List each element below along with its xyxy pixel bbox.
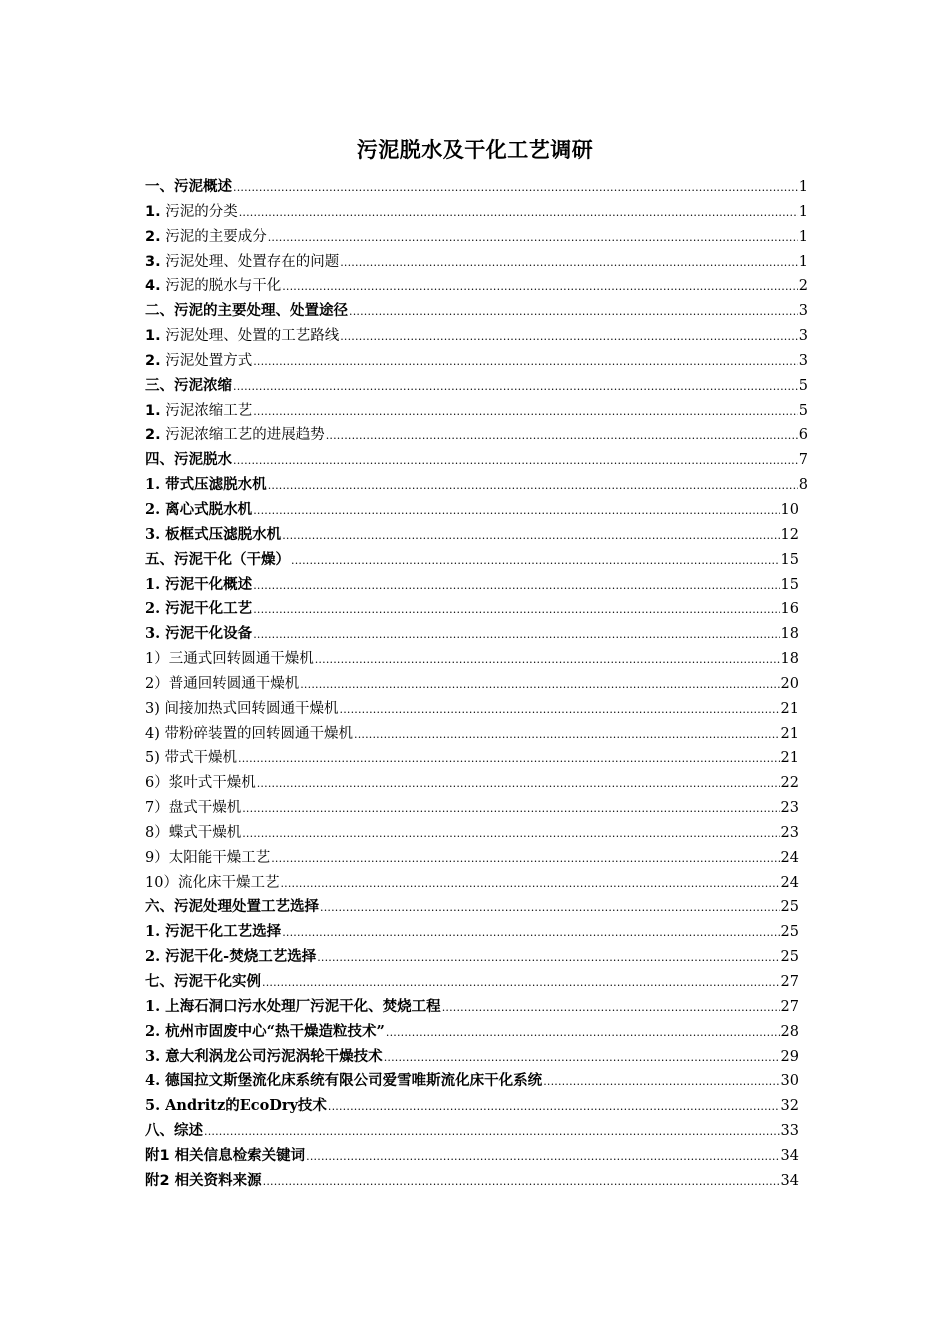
toc-page-number: 18: [780, 651, 799, 668]
toc-page-number: 1: [798, 253, 808, 270]
toc-page-number: 1: [798, 179, 808, 195]
toc-entry-text: 六、污泥处理处置工艺选择: [145, 898, 319, 916]
toc-entry[interactable]: [145, 746, 808, 771]
toc-dot-leader: [253, 399, 798, 425]
toc-page-number: 5: [798, 402, 808, 419]
toc-dot-leader: [306, 1144, 779, 1170]
toc-dot-leader: [271, 846, 779, 872]
toc-page-number: 34: [780, 1172, 799, 1189]
toc-dot-leader: [543, 1069, 779, 1095]
toc-entry-text: 带粉碎装置的回转圆通干燥机: [159, 725, 353, 742]
toc-entry[interactable]: [145, 846, 808, 871]
toc-page-number: 24: [780, 874, 799, 891]
toc-entry-text: 2. 污泥干化-焚烧工艺选择: [145, 948, 317, 966]
toc-entry[interactable]: [145, 821, 808, 846]
toc-entry-text: 2. 污泥干化工艺: [145, 600, 253, 618]
toc-page-number: 25: [780, 899, 799, 916]
toc-entry-number: 附1: [145, 1147, 170, 1164]
toc-entry-text: 污泥的脱水与干化: [160, 278, 282, 295]
toc-entry-text: 10）流化床干燥工艺: [145, 874, 280, 891]
toc-entry-label: [145, 274, 281, 299]
toc-dot-leader: [262, 970, 780, 996]
toc-dot-leader: [239, 200, 798, 226]
toc-entry-text: 八、综述: [145, 1122, 203, 1140]
toc-dot-leader: [328, 1094, 780, 1120]
toc-page-number: 25: [780, 949, 799, 966]
toc-entry[interactable]: [145, 448, 808, 473]
toc-entry-text: 污泥处置方式: [160, 352, 253, 369]
toc-entry-text: 一、污泥概述: [145, 178, 232, 195]
toc-entry-number: 1.: [145, 328, 161, 345]
table-of-contents: [145, 175, 808, 1194]
toc-entry-text: 3. 意大利涡龙公司污泥涡轮干燥技术: [145, 1047, 383, 1065]
toc-entry-text: 1. 带式压滤脱水机: [145, 476, 267, 494]
toc-entry-label: [145, 746, 237, 771]
toc-entry[interactable]: [145, 1020, 808, 1045]
toc-entry-text: 1. 污泥干化工艺选择: [145, 923, 282, 941]
toc-dot-leader: [253, 349, 798, 375]
toc-entry-label: [145, 1119, 203, 1144]
toc-page-number: 23: [780, 800, 799, 817]
toc-entry-text: 三、污泥浓缩: [145, 376, 232, 394]
toc-page-number: 15: [780, 551, 799, 568]
toc-page-number: 25: [780, 924, 799, 941]
toc-page-number: 12: [780, 526, 799, 543]
toc-entry-label: [145, 672, 299, 697]
toc-dot-leader: [282, 274, 798, 300]
toc-dot-leader: [354, 722, 780, 748]
toc-page-number: 1: [798, 203, 808, 220]
toc-entry-label: [145, 647, 314, 672]
toc-dot-leader: [386, 1020, 780, 1046]
toc-entry[interactable]: [145, 970, 808, 995]
toc-page-number: 27: [780, 998, 799, 1015]
toc-page-number: 20: [780, 675, 799, 692]
toc-entry-number: 2.: [145, 427, 161, 444]
toc-dot-leader: [280, 871, 779, 897]
toc-entry-text: 2）普通回转圆通干燥机: [145, 675, 300, 692]
toc-entry[interactable]: [145, 995, 808, 1020]
toc-entry-text: 污泥的分类: [160, 203, 238, 220]
toc-entry-text: 1）三通式回转圆通干燥机: [145, 651, 314, 668]
toc-entry[interactable]: [145, 523, 808, 548]
toc-entry-label: [145, 821, 241, 846]
toc-entry[interactable]: [145, 274, 808, 299]
toc-page-number: 29: [780, 1048, 799, 1065]
toc-entry-label: [145, 448, 232, 473]
toc-entry[interactable]: [145, 250, 808, 275]
toc-entry[interactable]: [145, 945, 808, 970]
toc-entry[interactable]: [145, 647, 808, 672]
toc-dot-leader: [204, 1119, 780, 1145]
toc-entry[interactable]: [145, 1069, 808, 1094]
toc-dot-leader: [253, 622, 779, 648]
toc-page-number: 10: [780, 501, 799, 518]
toc-entry[interactable]: [145, 299, 808, 324]
toc-entry-text: 3. 板框式压滤脱水机: [145, 525, 282, 543]
toc-entry[interactable]: [145, 225, 808, 250]
toc-entry-text: 污泥的主要成分: [160, 228, 267, 245]
toc-entry-label: [145, 374, 232, 399]
toc-dot-leader: [233, 374, 798, 400]
toc-dot-leader: [233, 175, 798, 201]
toc-dot-leader: [242, 821, 779, 847]
toc-entry-number: 3.: [145, 253, 161, 270]
toc-dot-leader: [253, 573, 779, 599]
toc-page-number: 27: [780, 974, 799, 990]
toc-dot-leader: [238, 746, 780, 772]
toc-entry[interactable]: [145, 1169, 808, 1194]
toc-dot-leader: [442, 995, 780, 1021]
toc-page-number: 16: [780, 601, 799, 618]
toc-entry-label: [145, 970, 261, 995]
toc-entry[interactable]: [145, 175, 808, 200]
toc-entry-label: [145, 399, 252, 424]
toc-entry[interactable]: [145, 920, 808, 945]
toc-entry-text: 6）浆叶式干燥机: [145, 775, 256, 792]
toc-entry[interactable]: [145, 1119, 808, 1144]
toc-entry-label: [145, 995, 441, 1020]
toc-entry-text: 五、污泥干化（干燥）: [145, 550, 290, 568]
toc-entry[interactable]: [145, 597, 808, 622]
toc-entry-label: [145, 423, 325, 448]
toc-dot-leader: [268, 473, 798, 499]
toc-entry-number: 1.: [145, 203, 161, 220]
toc-entry-number: 附2: [145, 1172, 170, 1189]
toc-entry-label: [145, 871, 279, 896]
toc-entry-text: 七、污泥干化实例: [145, 973, 261, 990]
toc-entry[interactable]: [145, 622, 808, 647]
toc-page-number: 2: [798, 278, 808, 295]
toc-page-number: 33: [780, 1123, 799, 1140]
toc-entry-text: 5. Andritz的EcoDry技术: [145, 1097, 327, 1115]
toc-dot-leader: [233, 448, 798, 474]
toc-entry-text: 4. 德国拉文斯堡流化床系统有限公司爱雪唯斯流化床干化系统: [145, 1072, 543, 1090]
toc-page-number: 5: [798, 377, 808, 394]
toc-dot-leader: [384, 1045, 780, 1071]
toc-dot-leader: [282, 920, 779, 946]
toc-entry-label: [145, 1169, 262, 1194]
toc-entry[interactable]: [145, 796, 808, 821]
toc-entry[interactable]: [145, 895, 808, 920]
document-title: 污泥脱水及干化工艺调研: [356, 137, 594, 162]
toc-entry-text: 相关资料来源: [169, 1171, 262, 1189]
toc-entry-number: 2.: [145, 228, 161, 245]
toc-entry-text: 间接加热式回转圆通干燥机: [159, 700, 339, 717]
toc-page-number: 7: [798, 452, 808, 469]
toc-entry[interactable]: [145, 672, 808, 697]
toc-page-number: 32: [780, 1098, 799, 1115]
toc-entry-text: 2. 杭州市固废中心“热干燥造粒技术”: [145, 1022, 385, 1040]
toc-entry-text: 3. 污泥干化设备: [145, 625, 253, 643]
toc-dot-leader: [253, 597, 779, 623]
toc-entry-text: 污泥浓缩工艺的进展趋势: [160, 427, 325, 444]
toc-page-number: 3: [798, 303, 808, 320]
toc-entry-label: [145, 225, 267, 250]
toc-dot-leader: [253, 498, 779, 524]
toc-dot-leader: [268, 225, 798, 251]
toc-entry-label: [145, 200, 238, 225]
toc-entry-text: 7）盘式干燥机: [145, 800, 242, 817]
toc-entry[interactable]: [145, 771, 808, 796]
toc-entry[interactable]: [145, 548, 808, 573]
toc-entry-text: 污泥浓缩工艺: [160, 402, 253, 419]
toc-entry-label: [145, 920, 281, 945]
toc-entry-label: [145, 697, 339, 722]
toc-entry-label: [145, 250, 339, 275]
toc-page-number: 21: [780, 750, 799, 767]
toc-entry-number: 5): [145, 750, 160, 767]
toc-page-number: 22: [780, 775, 799, 792]
toc-entry-label: [145, 1020, 385, 1045]
toc-entry-label: [145, 573, 252, 598]
toc-dot-leader: [291, 548, 780, 574]
toc-page-number: 21: [780, 700, 799, 717]
toc-entry[interactable]: [145, 498, 808, 523]
toc-entry[interactable]: [145, 473, 808, 498]
toc-dot-leader: [320, 895, 780, 921]
toc-entry[interactable]: [145, 1094, 808, 1119]
toc-dot-leader: [257, 771, 780, 797]
toc-entry[interactable]: [145, 1045, 808, 1070]
toc-entry-label: [145, 349, 252, 374]
toc-dot-leader: [282, 523, 779, 549]
toc-entry-text: 9）太阳能干燥工艺: [145, 849, 271, 866]
toc-entry[interactable]: [145, 200, 808, 225]
toc-entry-label: [145, 895, 319, 920]
toc-entry-number: 2.: [145, 352, 161, 369]
toc-entry-text: 1. 污泥干化概述: [145, 575, 253, 593]
toc-entry-label: [145, 597, 252, 622]
toc-entry-text: 污泥处理、处置的工艺路线: [160, 328, 340, 345]
toc-entry-text: 8）蝶式干燥机: [145, 824, 242, 841]
toc-entry-number: 3): [145, 700, 160, 717]
toc-entry-label: [145, 1069, 542, 1094]
toc-entry[interactable]: [145, 324, 808, 349]
toc-entry-text: 相关信息检索关键词: [169, 1146, 306, 1164]
toc-page-number: 3: [798, 352, 808, 369]
toc-entry-label: [145, 945, 316, 970]
toc-dot-leader: [340, 250, 798, 276]
toc-entry-label: [145, 175, 232, 200]
toc-page-number: 18: [780, 626, 799, 643]
toc-entry-label: [145, 722, 353, 747]
toc-dot-leader: [300, 672, 779, 698]
toc-entry[interactable]: [145, 1144, 808, 1169]
toc-page-number: 34: [780, 1147, 799, 1164]
toc-dot-leader: [340, 697, 780, 723]
toc-entry-label: [145, 1094, 327, 1119]
toc-page-number: 24: [780, 849, 799, 866]
toc-entry-label: [145, 498, 252, 523]
toc-entry[interactable]: [145, 573, 808, 598]
toc-entry-number: 1.: [145, 402, 161, 419]
toc-dot-leader: [326, 423, 798, 449]
toc-entry-number: 4): [145, 725, 160, 742]
toc-entry-label: [145, 771, 256, 796]
toc-entry-label: [145, 299, 348, 324]
toc-entry-text: 1. 上海石洞口污水处理厂污泥干化、焚烧工程: [145, 997, 441, 1015]
toc-page-number: 30: [780, 1073, 799, 1090]
toc-entry-text: 2. 离心式脱水机: [145, 500, 253, 518]
toc-entry[interactable]: [145, 349, 808, 374]
toc-page-number: 3: [798, 328, 808, 345]
toc-dot-leader: [263, 1169, 780, 1195]
toc-entry-text: 污泥处理、处置存在的问题: [160, 253, 340, 270]
toc-page-number: 21: [780, 725, 799, 742]
toc-entry-number: 4.: [145, 278, 161, 295]
toc-page-number: 23: [780, 824, 799, 841]
toc-dot-leader: [242, 796, 779, 822]
toc-page-number: 6: [798, 427, 808, 444]
toc-page-number: 28: [780, 1023, 799, 1040]
toc-entry[interactable]: [145, 871, 808, 896]
toc-entry-text: 二、污泥的主要处理、处置途径: [145, 302, 348, 320]
toc-entry-label: [145, 324, 339, 349]
toc-dot-leader: [340, 324, 798, 350]
toc-dot-leader: [349, 299, 798, 325]
toc-entry[interactable]: [145, 423, 808, 448]
toc-entry-text: 四、污泥脱水: [145, 451, 232, 469]
toc-entry-label: [145, 846, 270, 871]
toc-page-number: 1: [798, 228, 808, 245]
toc-entry[interactable]: [145, 374, 808, 399]
toc-entry[interactable]: [145, 399, 808, 424]
toc-page-number: 8: [798, 477, 808, 494]
toc-entry-text: 带式干燥机: [159, 750, 237, 767]
toc-entry-label: [145, 473, 267, 498]
toc-entry[interactable]: [145, 722, 808, 747]
toc-entry-label: [145, 1045, 383, 1070]
toc-entry[interactable]: [145, 697, 808, 722]
toc-dot-leader: [317, 945, 779, 971]
toc-entry-label: [145, 796, 241, 821]
toc-entry-label: [145, 1144, 305, 1169]
toc-page-number: 15: [780, 576, 799, 593]
toc-entry-label: [145, 523, 281, 548]
toc-dot-leader: [315, 647, 780, 673]
toc-entry-label: [145, 548, 290, 573]
toc-entry-label: [145, 622, 252, 647]
